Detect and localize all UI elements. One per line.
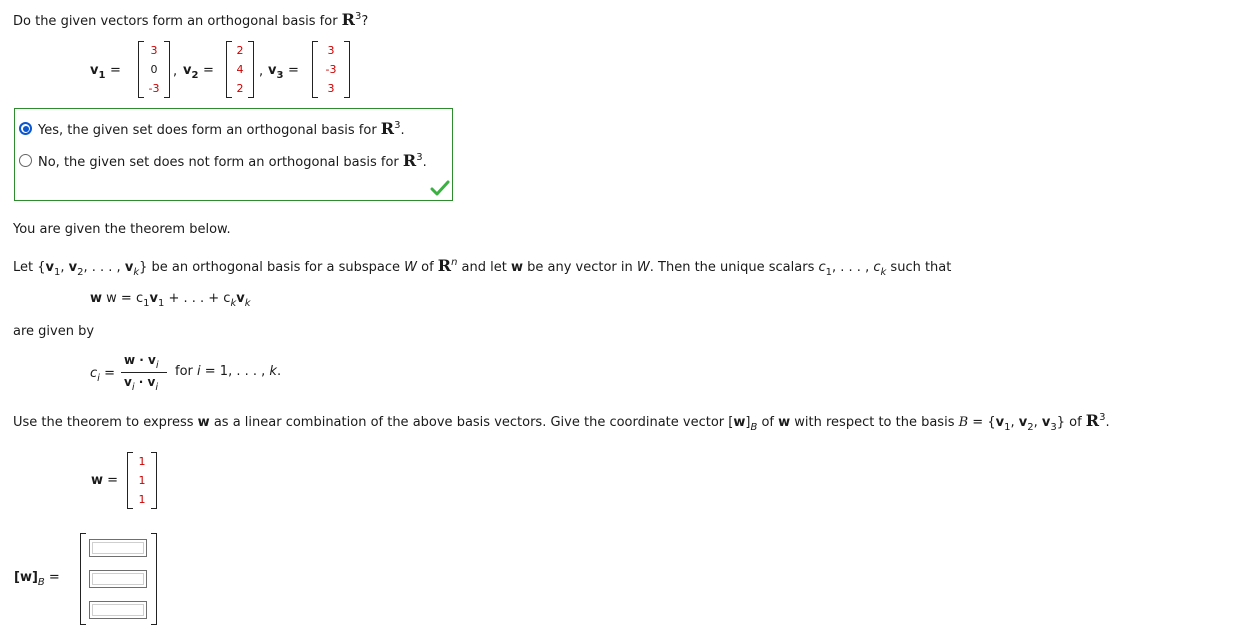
coord-input-2[interactable] — [89, 570, 147, 588]
ci-label: $c_i$ = — [90, 366, 115, 384]
option-no-label[interactable]: No, the given set does not form an orthogonal basis for $R^3$. — [38, 151, 427, 170]
option-yes-label[interactable]: Yes, the given set does form an orthogonal basis for $R^3$. — [38, 119, 405, 138]
v1-matrix: 3 0 -3 — [138, 41, 170, 98]
separator: , — [259, 64, 264, 79]
check-icon — [430, 180, 450, 196]
separator: , — [173, 64, 178, 79]
theorem-equation: w $w = c_1v_1$ + . . . + $c_kv_k$ — [90, 291, 251, 309]
radio-yes[interactable] — [19, 122, 32, 135]
coord-input-1[interactable] — [89, 539, 147, 557]
fraction-bar — [121, 372, 167, 373]
coord-input-3[interactable] — [89, 601, 147, 619]
v1-label: $v_1$ = — [90, 63, 121, 81]
instruction-text: Use the theorem to express w as a linear combination of the above basis vectors. Give the coordinate vector $[w]_B$ of w with respect to the basis $B = \{v_1$, $v_2$, $v_3$} of $R^3$. — [13, 411, 1110, 433]
fraction-denominator: $v_i \cdot v_i$ — [124, 375, 159, 393]
coord-label: $[w]_B$ = — [14, 570, 60, 588]
v2-label: $v_2$ = — [183, 63, 214, 81]
v3-matrix: 3 -3 3 — [312, 41, 350, 98]
fraction-numerator: $w \cdot v_i$ — [124, 353, 159, 371]
w-matrix: 1 1 1 — [127, 452, 157, 509]
v2-matrix: 2 4 2 — [226, 41, 254, 98]
w-label: w = — [91, 473, 119, 488]
radio-no[interactable] — [19, 154, 32, 167]
v3-label: $v_3$ = — [268, 63, 299, 81]
theorem-intro: You are given the theorem below. — [13, 222, 231, 237]
given-by-text: are given by — [13, 324, 95, 339]
question-text: Do the given vectors form an orthogonal basis for $R^3$? — [13, 10, 369, 29]
for-range: for i = 1, . . . , k. — [175, 364, 282, 379]
theorem-statement: Let {$v_1$, $v_2$, . . . , $v_k$} be an orthogonal basis for a subspace W of $R^n$ and let w be any vector in W. Then the unique scalars $c_1$, . . . , $c_k$ such that — [13, 256, 952, 278]
